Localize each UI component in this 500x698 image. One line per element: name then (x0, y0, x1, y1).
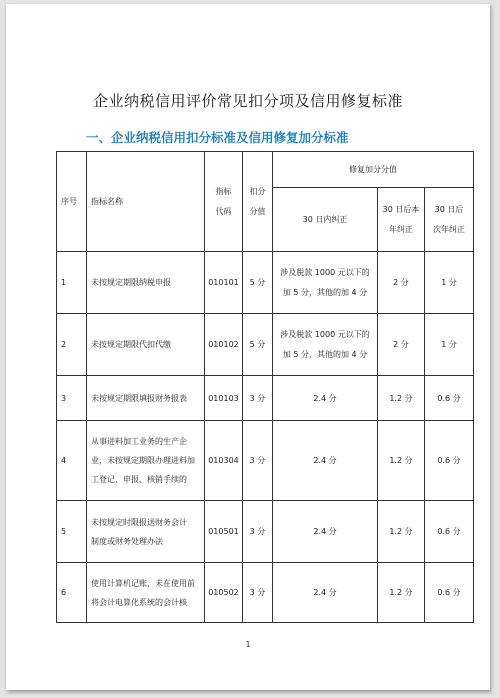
row-next-year: 0.6 分 (425, 563, 474, 623)
row-name: 未按规定期限填报财务报表 (87, 376, 205, 421)
row-within30-line1: 涉及税款 1000 元以下的 (280, 329, 370, 339)
row-within30-line2: 加 5 分，其他的加 4 分 (282, 287, 368, 297)
row-within30-line2: 加 5 分，其他的加 4 分 (282, 349, 368, 359)
row-within30: 2.4 分 (273, 376, 378, 421)
row-within30 (273, 252, 378, 314)
row-code: 010103 (205, 376, 243, 421)
section-heading: 一、企业纳税信用扣分标准及信用修复加分标准 (86, 130, 349, 145)
row-name-line1: 未按规定时限报送财务会计 (91, 517, 187, 527)
row-within30-line1: 涉及税款 1000 元以下的 (280, 267, 370, 277)
row-score: 5 分 (243, 252, 273, 314)
document-page (6, 4, 490, 690)
row-index: 4 (57, 421, 87, 501)
row-code: 010501 (205, 501, 243, 563)
header-after30-line2: 年纠正 (389, 224, 413, 234)
table-row (57, 421, 474, 501)
row-after30: 1.2 分 (378, 563, 425, 623)
row-within30: 2.4 分 (273, 563, 378, 623)
row-within30 (273, 314, 378, 376)
row-after30: 1.2 分 (378, 421, 425, 501)
row-next-year: 0.6 分 (425, 376, 474, 421)
table-row (57, 376, 474, 421)
row-name (87, 501, 205, 563)
row-after30: 2 分 (378, 252, 425, 314)
row-score: 3 分 (243, 376, 273, 421)
table-row (57, 501, 474, 563)
table-header-row (57, 152, 474, 188)
row-name (87, 421, 205, 501)
row-code: 010102 (205, 314, 243, 376)
header-score-line2: 分值 (249, 206, 266, 216)
header-score-line1: 扣分 (249, 186, 266, 196)
row-name-line3: 工登记、申报、核销手续的 (91, 475, 187, 484)
row-next-year: 0.6 分 (425, 421, 474, 501)
row-within30: 2.4 分 (273, 501, 378, 563)
row-index: 2 (57, 314, 87, 376)
row-code: 010502 (205, 563, 243, 623)
row-next-year: 1 分 (425, 252, 474, 314)
row-name-line1: 从事进料加工业务的生产企 (91, 437, 187, 446)
row-next-year: 1 分 (425, 314, 474, 376)
document-title: 企业纳税信用评价常见扣分项及信用修复标准 (92, 92, 403, 110)
row-name-line2: 制度或财务处理办法 (91, 536, 163, 546)
row-index: 3 (57, 376, 87, 421)
row-score: 3 分 (243, 563, 273, 623)
header-after30-line1: 30 日后本 (382, 204, 420, 214)
row-code: 010304 (205, 421, 243, 501)
row-name-line2: 将会计电算化系统的会计核 (91, 597, 187, 607)
header-next-year-line2: 次年纠正 (433, 224, 466, 234)
row-within30: 2.4 分 (273, 421, 378, 501)
header-code-line1: 指标 (215, 186, 232, 196)
row-name-line2: 业，未按规定期限办理进料加 (91, 456, 195, 465)
header-repair: 修复加分分值 (273, 152, 474, 188)
row-name (87, 563, 205, 623)
header-score (243, 152, 273, 252)
row-code: 010101 (205, 252, 243, 314)
page-number: 1 (245, 640, 251, 649)
row-name: 未按规定期限纳税申报 (87, 252, 205, 314)
header-code-line2: 代码 (215, 206, 232, 216)
row-index: 5 (57, 501, 87, 563)
header-name: 指标名称 (87, 152, 205, 252)
header-after30 (378, 188, 425, 252)
table-row (57, 314, 474, 376)
table-row (57, 252, 474, 314)
row-score: 3 分 (243, 501, 273, 563)
row-after30: 2 分 (378, 314, 425, 376)
header-next-year-line1: 30 日后 (434, 204, 464, 214)
header-within30: 30 日内纠正 (273, 188, 378, 252)
row-index: 6 (57, 563, 87, 623)
row-index: 1 (57, 252, 87, 314)
header-index: 序号 (57, 152, 87, 252)
row-name-line1: 使用计算机记账，未在使用前 (91, 578, 195, 588)
row-score: 5 分 (243, 314, 273, 376)
row-after30: 1.2 分 (378, 501, 425, 563)
header-next-year (425, 188, 474, 252)
row-after30: 1.2 分 (378, 376, 425, 421)
score-table (56, 151, 474, 623)
row-name: 未按规定期限代扣代缴 (87, 314, 205, 376)
row-score: 3 分 (243, 421, 273, 501)
table-row (57, 563, 474, 623)
header-code (205, 152, 243, 252)
row-next-year: 0.6 分 (425, 501, 474, 563)
